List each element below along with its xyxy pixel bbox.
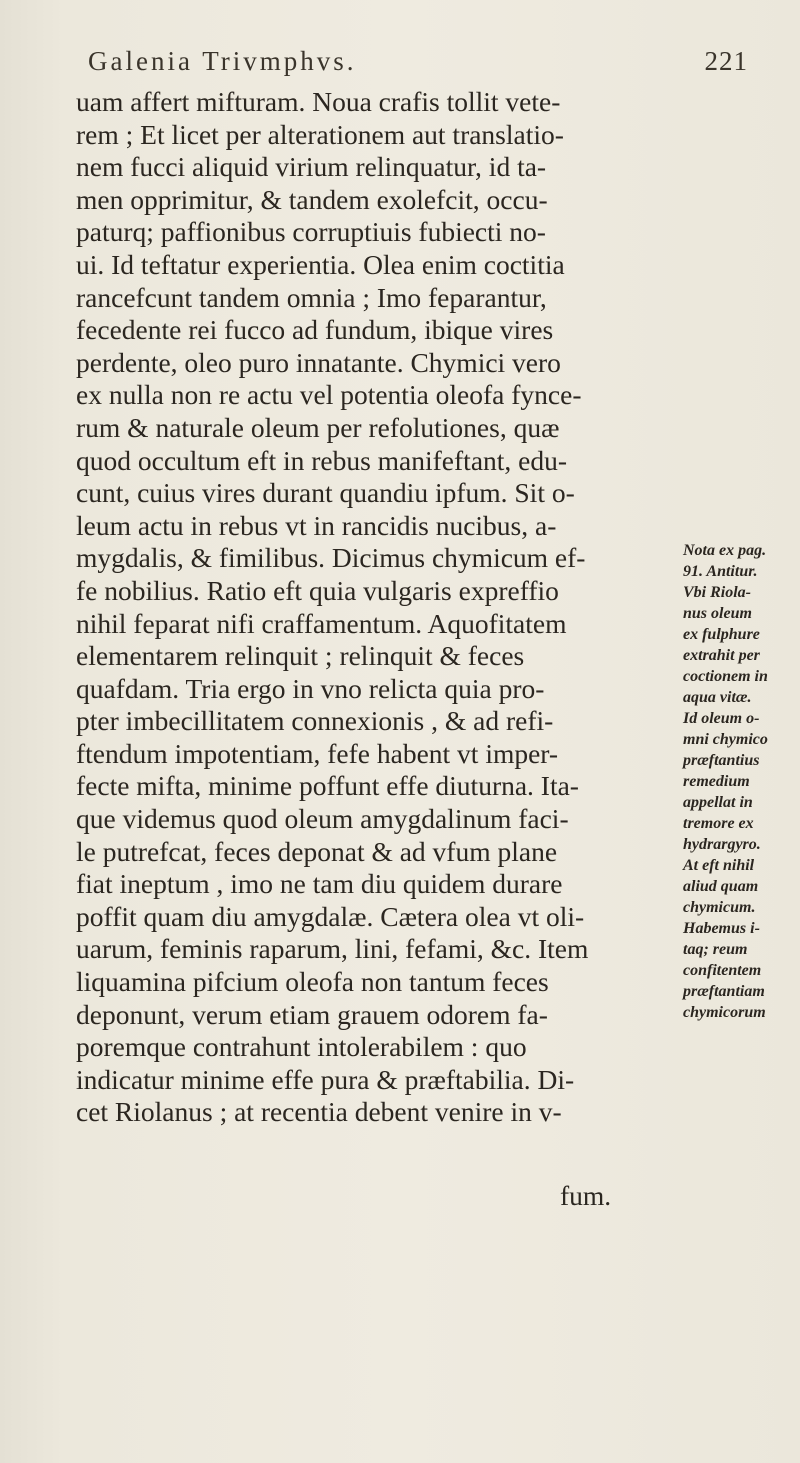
margin-note-line: præftantius: [683, 752, 760, 769]
margin-note-line: appellat in: [683, 794, 753, 811]
margin-note-line: aliud quam: [683, 878, 759, 895]
page-number: 221: [704, 46, 748, 76]
margin-note-line: Habemus i-: [683, 920, 760, 937]
text-line: fe nobilius. Ratio eft quia vulgaris expreffio: [76, 574, 559, 606]
text-line: rum & naturale oleum per refolutiones, quæ: [76, 411, 560, 443]
margin-note-line: Id oleum o-: [683, 710, 760, 727]
text-line: paturq; paffionibus corruptiuis fubiecti no-: [76, 216, 546, 248]
main-text-block: [76, 86, 676, 1129]
text-line: elementarem relinquit ; relinquit & feces: [76, 640, 525, 672]
running-title: Galenia Trivmphvs.: [88, 46, 357, 76]
text-line: rem ; Et licet per alterationem aut translatio-: [76, 118, 564, 150]
text-line: poremque contrahunt intolerabilem : quo: [76, 1031, 527, 1063]
margin-note-line: aqua vitæ.: [683, 689, 752, 706]
margin-note-line: Vbi Riola-: [683, 584, 752, 601]
margin-note-line: coctionem in: [683, 668, 768, 685]
text-line: quod occultum eft in rebus manifeftant, edu-: [76, 444, 568, 476]
text-line: ui. Id teftatur experientia. Olea enim coctitia: [76, 248, 565, 280]
text-line: fiat ineptum , imo ne tam diu quidem durare: [76, 868, 563, 900]
running-header: [88, 46, 748, 77]
text-line: fecte mifta, minime poffunt effe diuturna. Ita-: [76, 770, 579, 802]
text-line: le putrefcat, feces deponat & ad vfum plane: [76, 835, 558, 867]
text-line: rancefcunt tandem omnia ; Imo feparantur,: [76, 281, 547, 313]
margin-note-line: At eft nihil: [683, 857, 755, 874]
text-line: deponunt, verum etiam grauem odorem fa-: [76, 998, 548, 1030]
text-line: cunt, cuius vires durant quandiu ipfum. Sit o-: [76, 477, 575, 509]
margin-note-line: confitentem: [683, 962, 762, 979]
text-line: ftendum impotentiam, fefe habent vt imper-: [76, 737, 559, 769]
margin-note-line: extrahit per: [683, 647, 760, 664]
text-line: perdente, oleo puro innatante. Chymici vero: [76, 346, 561, 378]
margin-note-line: tremore ex: [683, 815, 754, 832]
text-line: cet Riolanus ; at recentia debent venire in v-: [76, 1096, 562, 1128]
margin-note-line: ex fulphure: [683, 626, 760, 643]
margin-note-line: taq; reum: [683, 941, 748, 958]
text-line: nem fucci aliquid virium relinquatur, id ta-: [76, 151, 547, 183]
margin-note-line: hydrargyro.: [683, 836, 761, 853]
text-line: ex nulla non re actu vel potentia oleofa fynce-: [76, 379, 582, 411]
margin-note-line: Nota ex pag.: [683, 542, 767, 559]
text-line: poffit quam diu amygdalæ. Cætera olea vt oli-: [76, 900, 585, 932]
text-line: uarum, feminis raparum, lini, fefami, &c. Item: [76, 933, 589, 965]
margin-note: [683, 540, 798, 1023]
text-line: leum actu in rebus vt in rancidis nucibus, a-: [76, 509, 557, 541]
text-line: nihil feparat nifi craffamentum. Aquofitatem: [76, 607, 567, 639]
text-line: indicatur minime effe pura & præftabilia. Di-: [76, 1063, 575, 1095]
text-line: pter imbecillitatem connexionis , & ad refi-: [76, 705, 554, 737]
text-line: que videmus quod oleum amygdalinum faci-: [76, 803, 569, 835]
text-line: fecedente rei fucco ad fundum, ibique vires: [76, 314, 554, 346]
margin-note-line: nus oleum: [683, 605, 752, 622]
margin-note-line: chymicorum: [683, 1004, 766, 1021]
text-line: quafdam. Tria ergo in vno relicta quia pro-: [76, 672, 545, 704]
text-line: men opprimitur, & tandem exolefcit, occu-: [76, 183, 548, 215]
catchword: fum.: [560, 1180, 612, 1211]
margin-note-line: 91. Antitur.: [683, 563, 758, 580]
margin-note-line: mni chymico: [683, 731, 768, 748]
text-line: mygdalis, & fimilibus. Dicimus chymicum ef-: [76, 542, 586, 574]
margin-note-line: præftantiam: [683, 983, 765, 1000]
margin-note-line: remedium: [683, 773, 750, 790]
text-line: uam affert mifturam. Noua crafis tollit vete-: [76, 86, 561, 117]
margin-note-line: chymicum.: [683, 899, 756, 916]
text-line: liquamina pifcium oleofa non tantum feces: [76, 966, 549, 998]
